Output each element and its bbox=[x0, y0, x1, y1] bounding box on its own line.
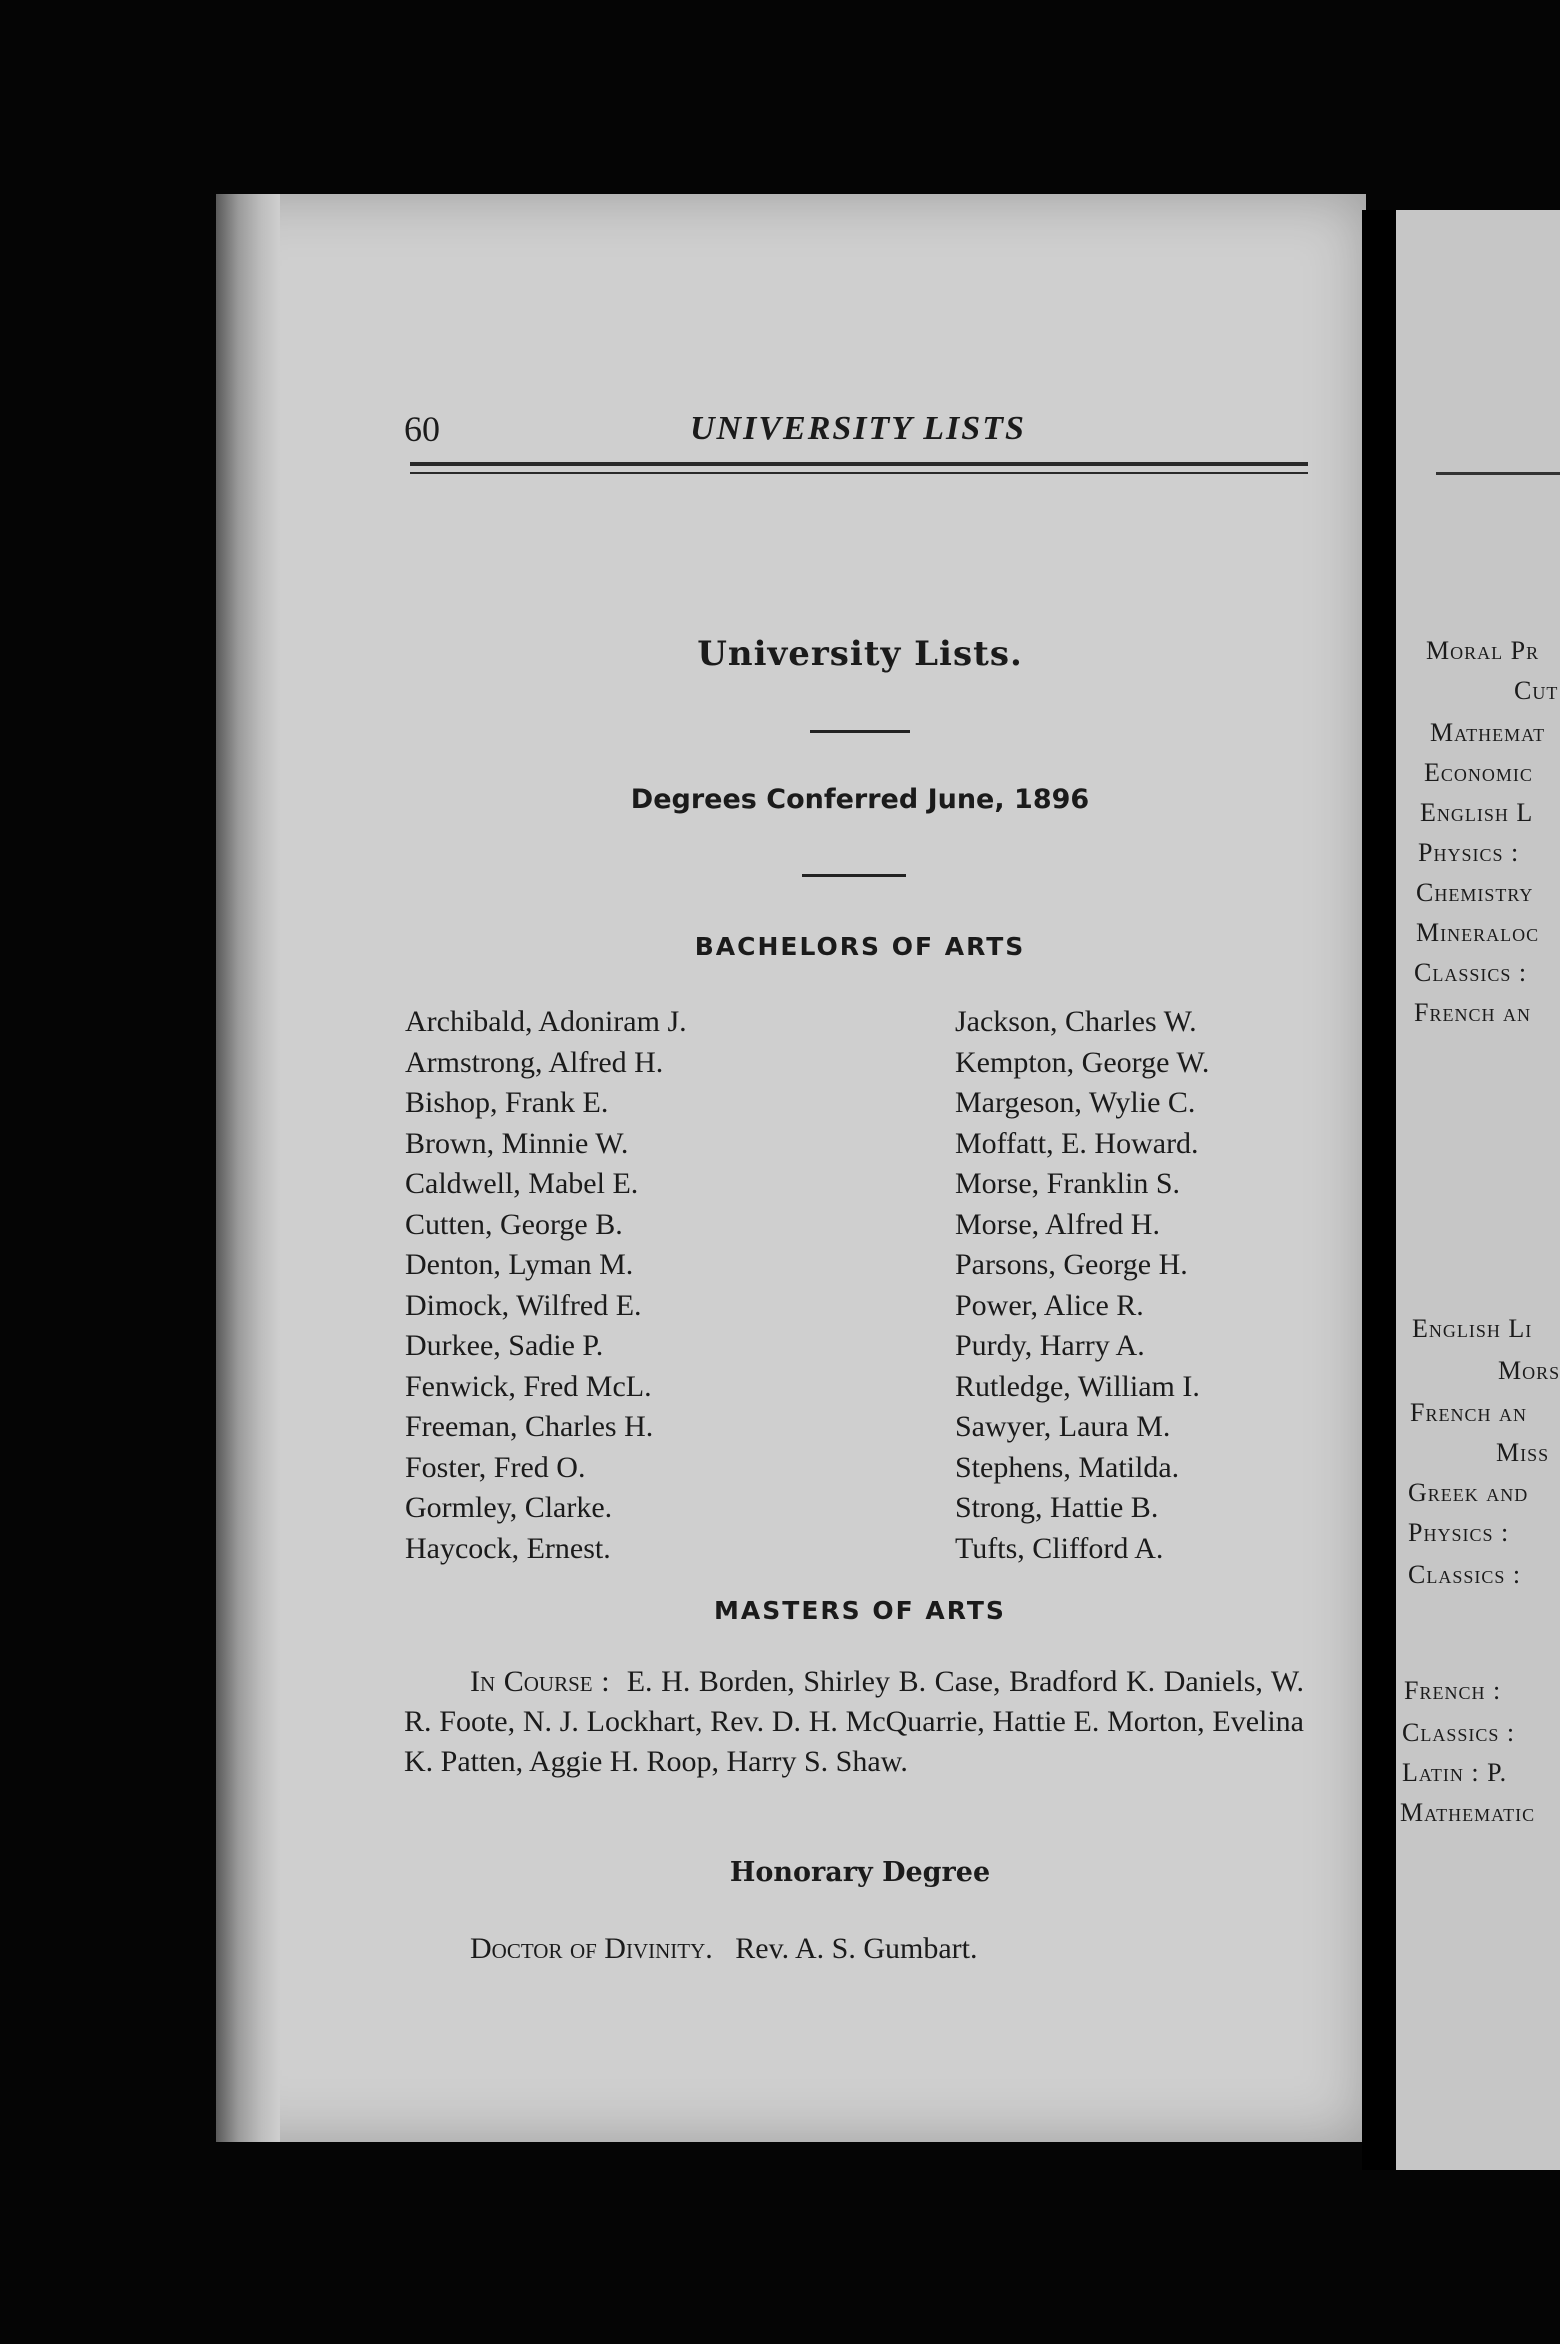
facing-line: Mors bbox=[1498, 1356, 1560, 1385]
list-item: Stephens, Matilda. bbox=[955, 1450, 1180, 1484]
subtitle: Degrees Conferred June, 1896 bbox=[630, 784, 1090, 815]
masters-paragraph bbox=[404, 1662, 1304, 1782]
list-item: Fenwick, Fred McL. bbox=[405, 1369, 652, 1403]
facing-line: Latin : P. bbox=[1402, 1758, 1508, 1787]
facing-line: Physics : bbox=[1408, 1518, 1510, 1547]
facing-line: Mathemat bbox=[1430, 718, 1546, 747]
facing-line: Miss bbox=[1496, 1438, 1550, 1467]
list-item: Kempton, George W. bbox=[955, 1045, 1210, 1079]
facing-line: Classics : bbox=[1408, 1560, 1522, 1589]
list-item: Tufts, Clifford A. bbox=[955, 1531, 1164, 1565]
list-item: Strong, Hattie B. bbox=[955, 1491, 1159, 1524]
honorary-line bbox=[470, 1932, 978, 1966]
list-item: Sawyer, Laura M. bbox=[955, 1410, 1171, 1443]
page-title: University Lists. bbox=[697, 634, 1023, 674]
list-item: Bishop, Frank E. bbox=[405, 1086, 609, 1119]
masters-names: E. H. Borden, Shirley B. Case, Bradford K. Daniels, W. R. Foote, N. J. Lockhart, Rev. D. H. McQuarrie, Hattie E. Morton, Evelina K. Patten, Aggie H. Roop, Harry S. Shaw. bbox=[404, 1665, 1304, 1778]
title-divider bbox=[810, 730, 910, 733]
subtitle-divider bbox=[802, 874, 906, 877]
header-rule bbox=[410, 462, 1308, 466]
bachelors-left-column bbox=[405, 1002, 687, 1569]
list-item: Archibald, Adoniram J. bbox=[405, 1005, 687, 1038]
facing-line: English Li bbox=[1412, 1314, 1533, 1343]
list-item: Purdy, Harry A. bbox=[955, 1329, 1145, 1362]
list-item: Moffatt, E. Howard. bbox=[955, 1126, 1199, 1160]
list-item: Brown, Minnie W. bbox=[405, 1126, 629, 1160]
bachelors-heading: BACHELORS OF ARTS bbox=[694, 932, 1026, 961]
facing-page-rule bbox=[1436, 472, 1560, 475]
list-item: Cutten, George B. bbox=[405, 1207, 623, 1241]
facing-line: Economic bbox=[1424, 758, 1533, 787]
facing-line: French : bbox=[1404, 1676, 1502, 1705]
list-item: Durkee, Sadie P. bbox=[405, 1329, 604, 1362]
list-item: Parsons, George H. bbox=[955, 1248, 1188, 1281]
facing-line: Classics : bbox=[1414, 958, 1528, 987]
honorary-label: Doctor of Divinity. bbox=[470, 1932, 713, 1965]
facing-line: English L bbox=[1420, 798, 1534, 827]
list-item: Caldwell, Mabel E. bbox=[405, 1167, 639, 1200]
list-item: Armstrong, Alfred H. bbox=[405, 1045, 664, 1079]
running-head: UNIVERSITY LISTS bbox=[690, 410, 1026, 447]
list-item: Denton, Lyman M. bbox=[405, 1248, 634, 1281]
facing-line: Physics : bbox=[1418, 838, 1520, 867]
page-number: 60 bbox=[404, 409, 440, 449]
masters-heading: MASTERS OF ARTS bbox=[714, 1596, 1006, 1625]
list-item: Power, Alice R. bbox=[955, 1288, 1144, 1322]
list-item: Morse, Franklin S. bbox=[955, 1167, 1180, 1200]
bachelors-right-column bbox=[955, 1002, 1209, 1569]
facing-line: French an bbox=[1410, 1398, 1527, 1427]
list-item: Foster, Fred O. bbox=[405, 1450, 586, 1484]
masters-label: In Course : bbox=[470, 1665, 610, 1698]
honorary-heading: Honorary Degree bbox=[729, 1857, 991, 1888]
list-item: Jackson, Charles W. bbox=[955, 1005, 1197, 1038]
facing-line: Moral Pr bbox=[1426, 636, 1540, 665]
list-item: Margeson, Wylie C. bbox=[955, 1086, 1196, 1119]
facing-line: Greek and bbox=[1408, 1478, 1529, 1507]
facing-line: Mathematic bbox=[1400, 1798, 1536, 1827]
facing-line: Chemistry bbox=[1416, 878, 1534, 907]
list-item: Freeman, Charles H. bbox=[405, 1410, 654, 1443]
list-item: Rutledge, William I. bbox=[955, 1369, 1200, 1403]
list-item: Haycock, Ernest. bbox=[405, 1531, 611, 1565]
facing-line: Mineraloc bbox=[1416, 918, 1540, 947]
page-edge bbox=[216, 194, 280, 2142]
facing-line: Classics : bbox=[1402, 1718, 1516, 1747]
list-item: Gormley, Clarke. bbox=[405, 1491, 613, 1524]
header-rule bbox=[410, 472, 1308, 474]
facing-line: French an bbox=[1414, 998, 1531, 1027]
list-item: Dimock, Wilfred E. bbox=[405, 1288, 642, 1322]
honorary-recipient: Rev. A. S. Gumbart. bbox=[735, 1932, 978, 1965]
facing-line: Cut bbox=[1514, 676, 1559, 705]
list-item: Morse, Alfred H. bbox=[955, 1207, 1160, 1241]
